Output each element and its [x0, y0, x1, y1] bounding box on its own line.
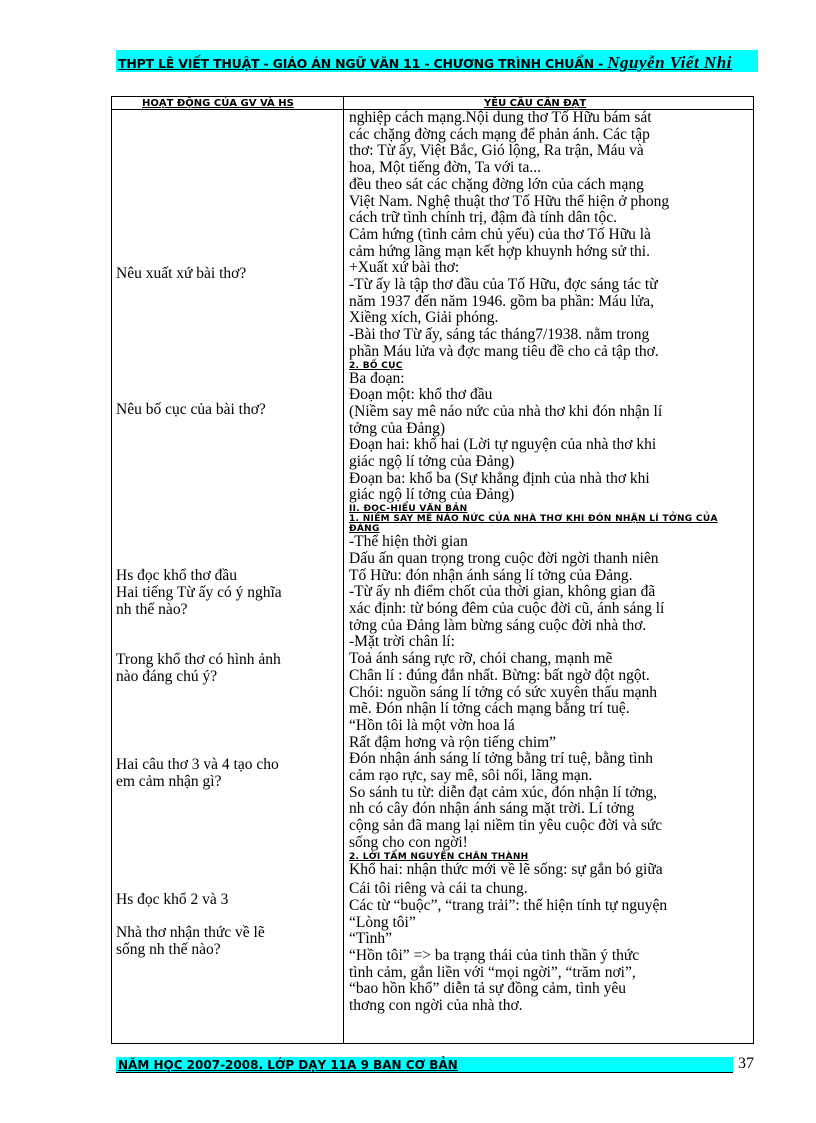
content-line: Đoạn hai: khổ hai (Lời tự nguyện của nhà thơ khi: [349, 436, 657, 454]
content-line: “Lòng tôi”: [349, 913, 416, 931]
content-line: giác ngộ lí tởng của Đảng): [349, 486, 515, 504]
question: Nhà thơ nhận thức về lẽ: [116, 924, 265, 941]
content-line: mẽ. Đón nhận lí tởng cách mạng bằng trí tuệ.: [349, 700, 630, 718]
question: em cảm nhận gì?: [116, 773, 222, 790]
content-line: Đón nhận ánh sáng lí tởng bằng trí tuệ, bằng tình: [349, 750, 653, 768]
content-line: nh có cây đón nhận ánh sáng mặt trời. Lí tởng: [349, 800, 635, 818]
header-title: THPT LÊ VIẾT THUẬT - GIÁO ÁN NGỮ VĂN 11 - CHƯƠNG TRÌNH CHUẨN: [118, 56, 594, 71]
content-line: Toả ánh sáng rực rỡ, chói chang, mạnh mẽ: [349, 650, 613, 668]
content-line: -Từ ấy là tập thơ đầu của Tố Hữu, đợc sáng tác từ: [349, 276, 658, 294]
page-header: [116, 50, 758, 72]
content-line: “Hồn tôi” => ba trạng thái của tinh thần ý thức: [349, 947, 640, 965]
content-line: cảm hứng lãng mạn kết hợp khuynh hớng sử thi.: [349, 242, 650, 260]
content-line: đều theo sát các chặng đờng lớn của cách mạng: [349, 175, 644, 193]
question: Hai tiếng Từ ấy có ý nghĩa: [116, 584, 282, 601]
content-line: Rất đậm hơng và rộn tiếng chim”: [349, 733, 557, 751]
content-line: Dấu ấn quan trọng trong cuộc đời ngời thanh niên: [349, 549, 659, 567]
footer-rule: [116, 1072, 733, 1073]
content-line: Tố Hữu: đón nhận ánh sáng lí tởng của Đảng.: [349, 566, 633, 584]
content-line: “bao hồn khổ” diễn tả sự đồng cảm, tình yêu: [349, 980, 627, 998]
content-line: cảm rạo rực, say mê, sôi nổi, lãng mạn.: [349, 767, 593, 785]
question: nào đáng chú ý?: [116, 668, 218, 685]
content-line: So sánh tu từ: diễn đạt cảm xúc, đón nhận lí tởng,: [349, 783, 658, 801]
content-line: “Hồn tôi là một vờn hoa lá: [349, 716, 515, 734]
content-line: Cảm hứng (tình cảm chủ yếu) của thơ Tố Hữu là: [349, 225, 651, 243]
section-heading: 2. LỜI TẨM NGUYỆN CHÂN THÀNH: [349, 851, 529, 862]
content-line: (Niềm say mê náo nức của nhà thơ khi đón nhận lí: [349, 402, 663, 420]
content-line: hoa, Một tiếng đờn, Ta với ta...: [349, 159, 541, 177]
content-line: Xiềng xích, Giải phóng.: [349, 309, 499, 327]
question: Hai câu thơ 3 và 4 tạo cho: [116, 756, 279, 773]
content-line: -Thể hiện thời gian: [349, 533, 468, 551]
content-line: tởng của Đảng): [349, 419, 445, 437]
content-line: Ba đoạn:: [349, 369, 405, 387]
content-line: thơng con ngời của nhà thơ.: [349, 997, 523, 1015]
content-line: cộng sản đã mang lại niềm tin yêu cuộc đời và sức: [349, 817, 663, 835]
content-line: Cái tôi riêng và cái ta chung.: [349, 880, 528, 898]
column-divider: [343, 97, 344, 1043]
content-line: “Tình”: [349, 930, 393, 948]
content-block: [349, 110, 749, 1015]
section-heading: ĐẢNG: [349, 524, 380, 535]
content-line: Các từ “buộc”, “trang trải”: thể hiện tính tự nguyện: [349, 896, 668, 914]
content-line: Việt Nam. Nghệ thuật thơ Tố Hữu thể hiện ở phong: [349, 192, 670, 210]
content-line: xác định: từ bóng đêm của cuộc đời cũ, ánh sáng lí: [349, 599, 665, 617]
content-line: +Xuất xứ bài thơ:: [349, 259, 460, 277]
col-left-header: HOẠT ĐỘNG CỦA GV VÀ HS: [142, 98, 294, 109]
content-line: -Từ ấy nh điểm chốt của thời gian, không gian đã: [349, 583, 656, 601]
question: nh thế nào?: [116, 601, 188, 618]
content-line: tình cảm, gắn liền với “mọi ngời”, “trăm nơi”,: [349, 963, 636, 981]
page-footer: [116, 1057, 733, 1073]
question: Nêu bố cục của bài thơ?: [116, 401, 266, 418]
lesson-table: [111, 96, 754, 1044]
footer-text: NĂM HỌC 2007-2008. LỚP DẠY 11A 9 BAN CƠ BẢN: [118, 1058, 458, 1072]
section-heading: 2. BỐ CỤC: [349, 360, 403, 371]
content-line: năm 1937 đến năm 1946. gồm ba phần: Máu lửa,: [349, 292, 654, 310]
header-author: Nguyễn Viết Nhi: [607, 53, 732, 72]
header-line: [118, 53, 732, 73]
content-line: giác ngộ lí tởng của Đảng): [349, 453, 515, 471]
question: Hs đọc khổ 2 và 3: [116, 891, 229, 908]
section-heading: II. ĐỌC-HIỂU VĂN BẢN: [349, 504, 468, 515]
content-line: phần Máu lửa và đợc mang tiêu đề cho cả tập thơ.: [349, 342, 659, 360]
question: Hs đọc khổ thơ đầu: [116, 567, 237, 584]
content-line: nghiệp cách mạng.Nội dung thơ Tố Hữu bám sát: [349, 109, 652, 126]
content-line: sống cho con ngời!: [349, 833, 468, 851]
content-line: cách trữ tình chính trị, đậm đà tính dân tộc.: [349, 209, 617, 227]
content-line: các chặng đờng cách mạng để phản ánh. Các tập: [349, 125, 650, 143]
page-number: 37: [738, 1055, 754, 1072]
content-line: -Mặt trời chân lí:: [349, 633, 455, 651]
question: Trong khổ thơ có hình ảnh: [116, 651, 281, 668]
content-line: Đoạn ba: khổ ba (Sự khẳng định của nhà thơ khi: [349, 469, 650, 487]
section-heading: 1. NIỀM SAY MÊ NÁO NỨC CỦA NHÀ THƠ KHI ĐÓN NHẬN LÍ TỞNG CỦA: [349, 514, 718, 525]
question: Nêu xuất xứ bài thơ?: [116, 265, 247, 282]
col-right-header: YÊU CẦU CẦN ĐẠT: [484, 98, 587, 109]
content-line: Chói: nguồn sáng lí tởng có sức xuyên thấu mạnh: [349, 683, 658, 701]
content-line: Khổ hai: nhận thức mới về lẽ sống: sự gắn bó giữa: [349, 860, 663, 878]
content-line: Chân lí : đúng đắn nhất. Bừng: bất ngờ đột ngột.: [349, 666, 650, 684]
question: sống nh thế nào?: [116, 941, 221, 958]
content-line: -Bài thơ Từ ấy, sáng tác tháng7/1938. nằm trong: [349, 326, 650, 344]
content-line: Đoạn một: khổ thơ đầu: [349, 386, 493, 404]
header-separator: -: [593, 56, 608, 71]
content-line: thơ: Từ ấy, Việt Bắc, Gió lộng, Ra trận, Máu và: [349, 142, 644, 160]
content-line: tởng của Đảng làm bừng sáng cuộc đời nhà thơ.: [349, 616, 647, 634]
